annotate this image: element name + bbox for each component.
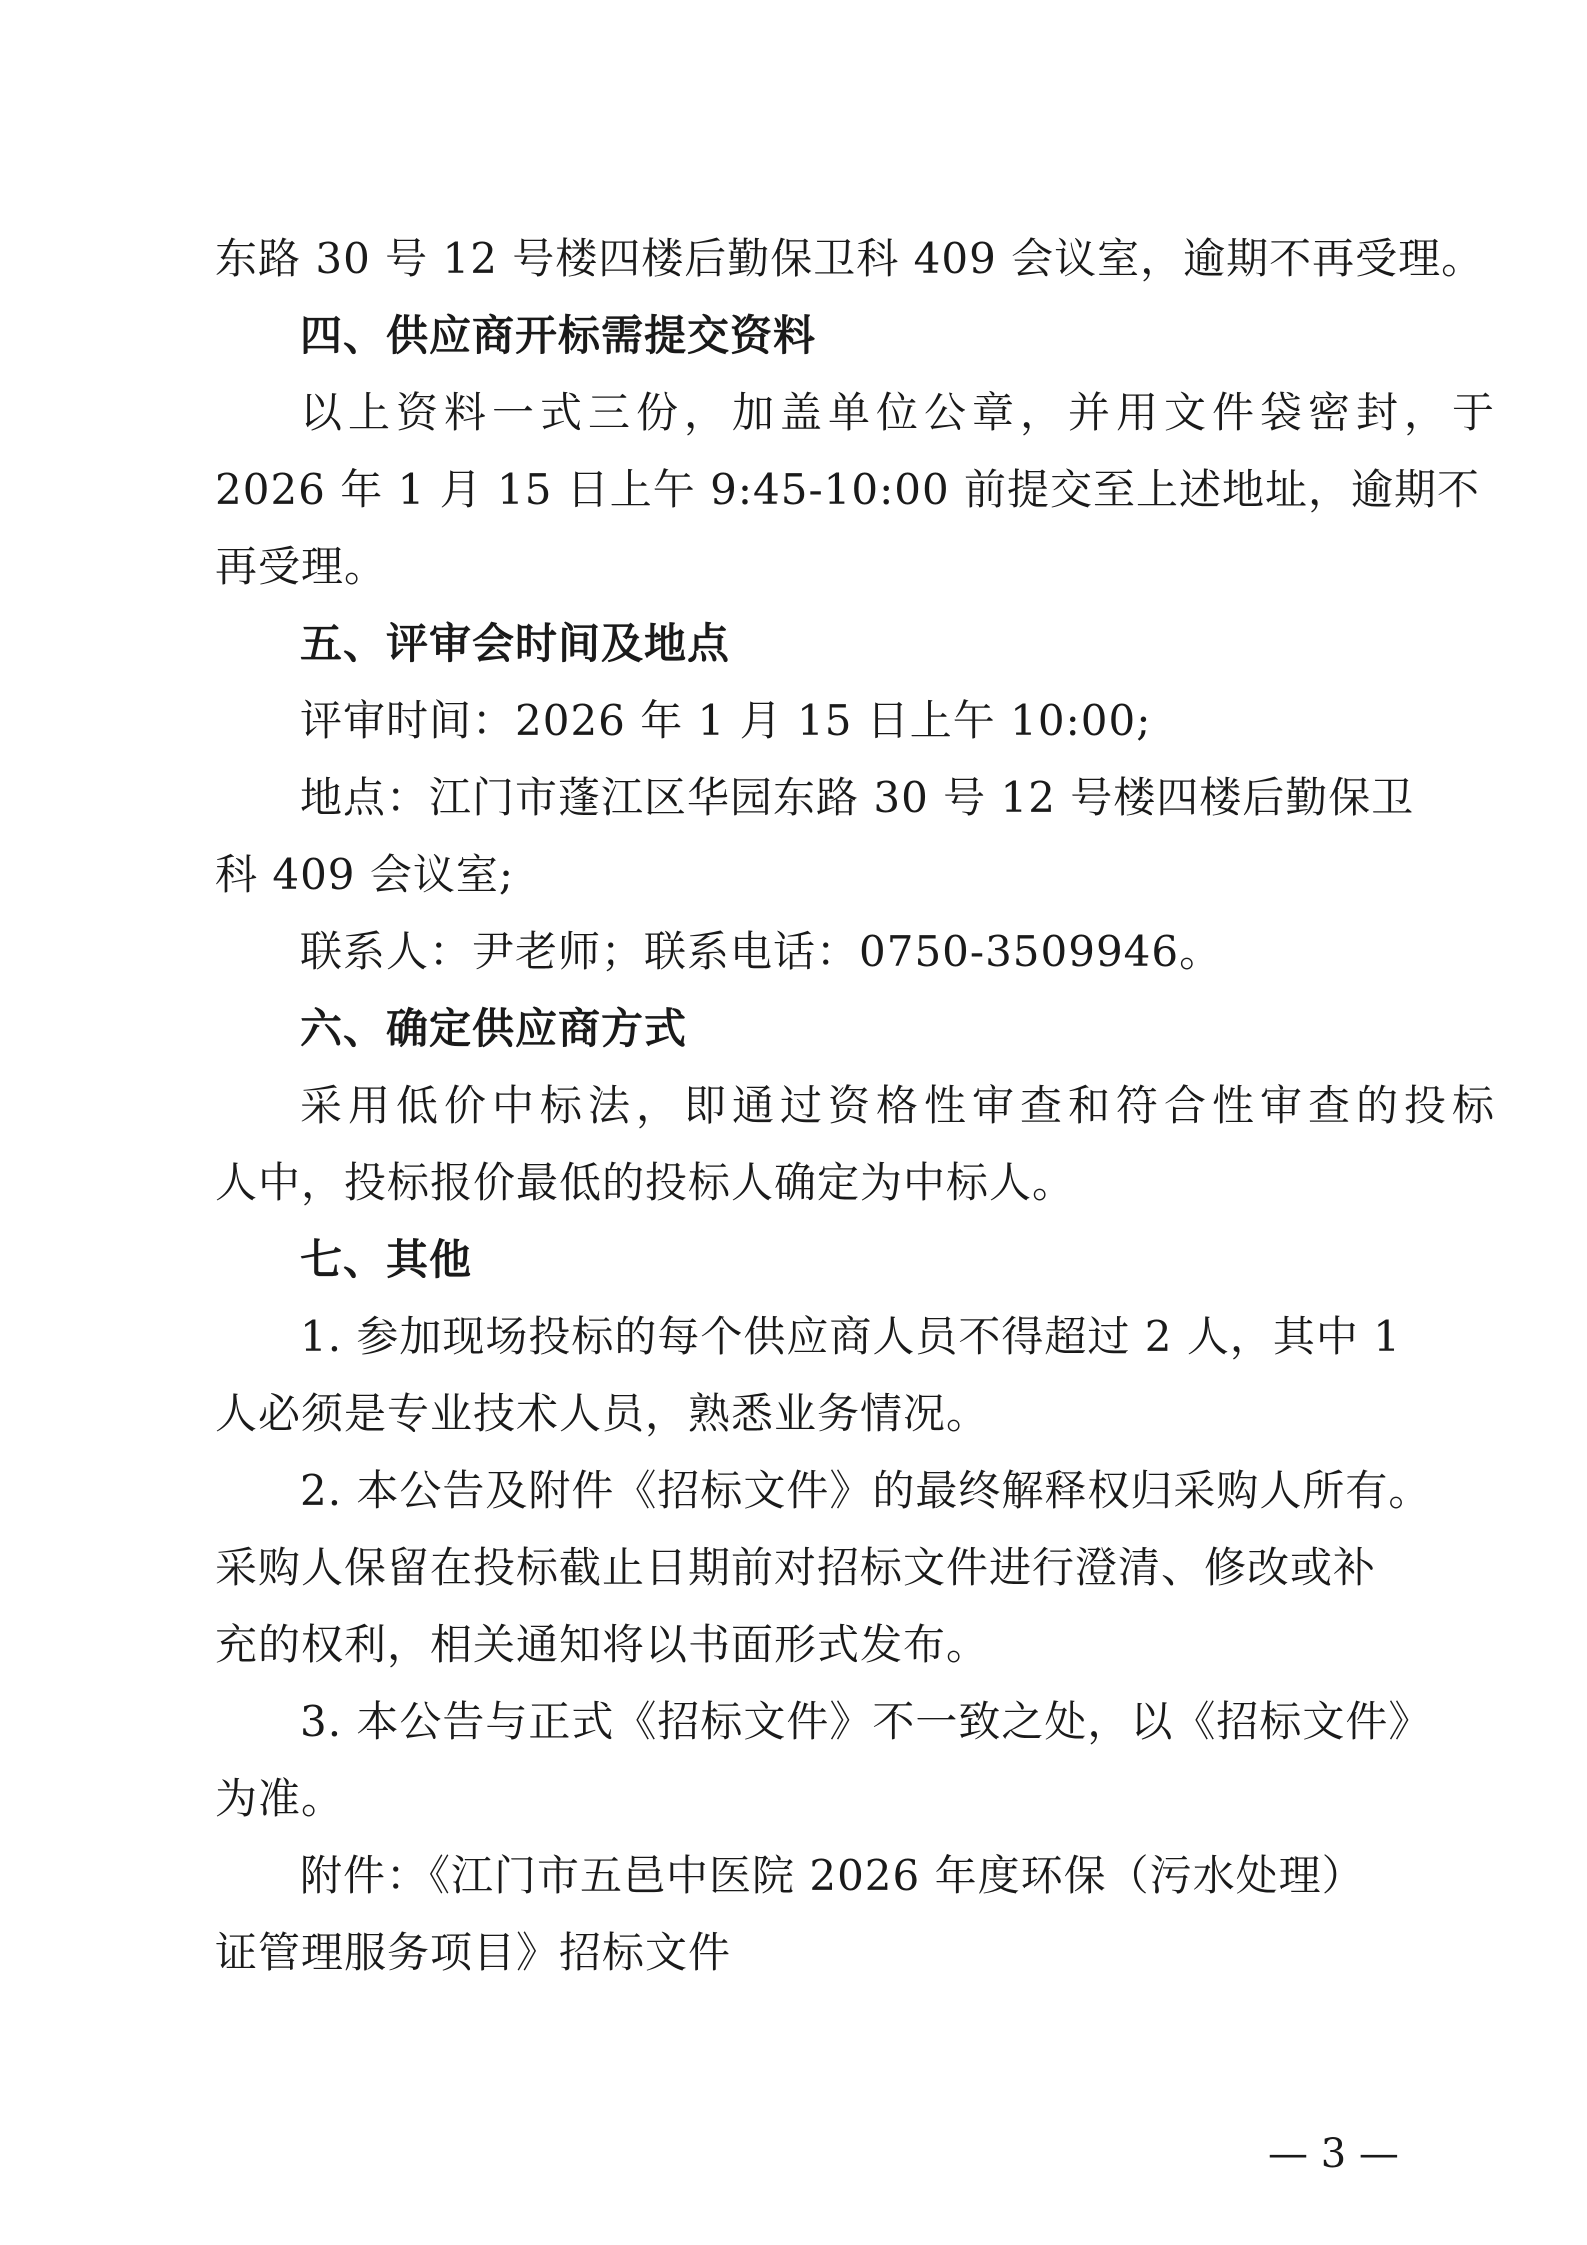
attachment-line: 附件：《江门市五邑中医院 2026 年度环保（污水处理）: [300, 1851, 1365, 1900]
paragraph-line: 人必须是专业技术人员，熟悉业务情况。: [215, 1389, 990, 1438]
paragraph-line: 再受理。: [215, 542, 388, 591]
paragraph-line: 1. 参加现场投标的每个供应商人员不得超过 2 人，其中 1: [300, 1312, 1401, 1361]
paragraph-line: 东路 30 号 12 号楼四楼后勤保卫科 409 会议室，逾期不再受理。: [215, 234, 1485, 283]
paragraph-line: 采用低价中标法，即通过资格性审查和符合性审查的投标: [300, 1081, 1501, 1130]
page-number: — 3 —: [1268, 2131, 1399, 2177]
paragraph-line: 2. 本公告及附件《招标文件》的最终解释权归采购人所有。: [300, 1466, 1432, 1515]
section-heading-6: 六、确定供应商方式: [300, 1004, 688, 1053]
paragraph-line: 为准。: [215, 1774, 345, 1823]
paragraph-line: 充的权利，相关通知将以书面形式发布。: [215, 1620, 990, 1669]
section-heading-4: 四、供应商开标需提交资料: [300, 311, 817, 360]
paragraph-line: 2026 年 1 月 15 日上午 9:45-10:00 前提交至上述地址，逾期不: [215, 465, 1481, 514]
paragraph-line: 科 409 会议室;: [215, 850, 515, 899]
attachment-line: 证管理服务项目》招标文件: [215, 1928, 732, 1977]
section-heading-5: 五、评审会时间及地点: [300, 619, 731, 668]
paragraph-line: 3. 本公告与正式《招标文件》不一致之处，以《招标文件》: [300, 1697, 1432, 1746]
section-heading-7: 七、其他: [300, 1235, 473, 1284]
paragraph-line: 以上资料一式三份，加盖单位公章，并用文件袋密封，于: [300, 388, 1501, 437]
paragraph-line: 采购人保留在投标截止日期前对招标文件进行澄清、修改或补: [215, 1543, 1377, 1592]
paragraph-line: 人中，投标报价最低的投标人确定为中标人。: [215, 1158, 1076, 1207]
paragraph-line: 联系人：尹老师；联系电话：0750-3509946。: [300, 927, 1223, 976]
paragraph-line: 地点：江门市蓬江区华园东路 30 号 12 号楼四楼后勤保卫: [300, 773, 1415, 822]
paragraph-line: 评审时间：2026 年 1 月 15 日上午 10:00;: [300, 696, 1152, 745]
